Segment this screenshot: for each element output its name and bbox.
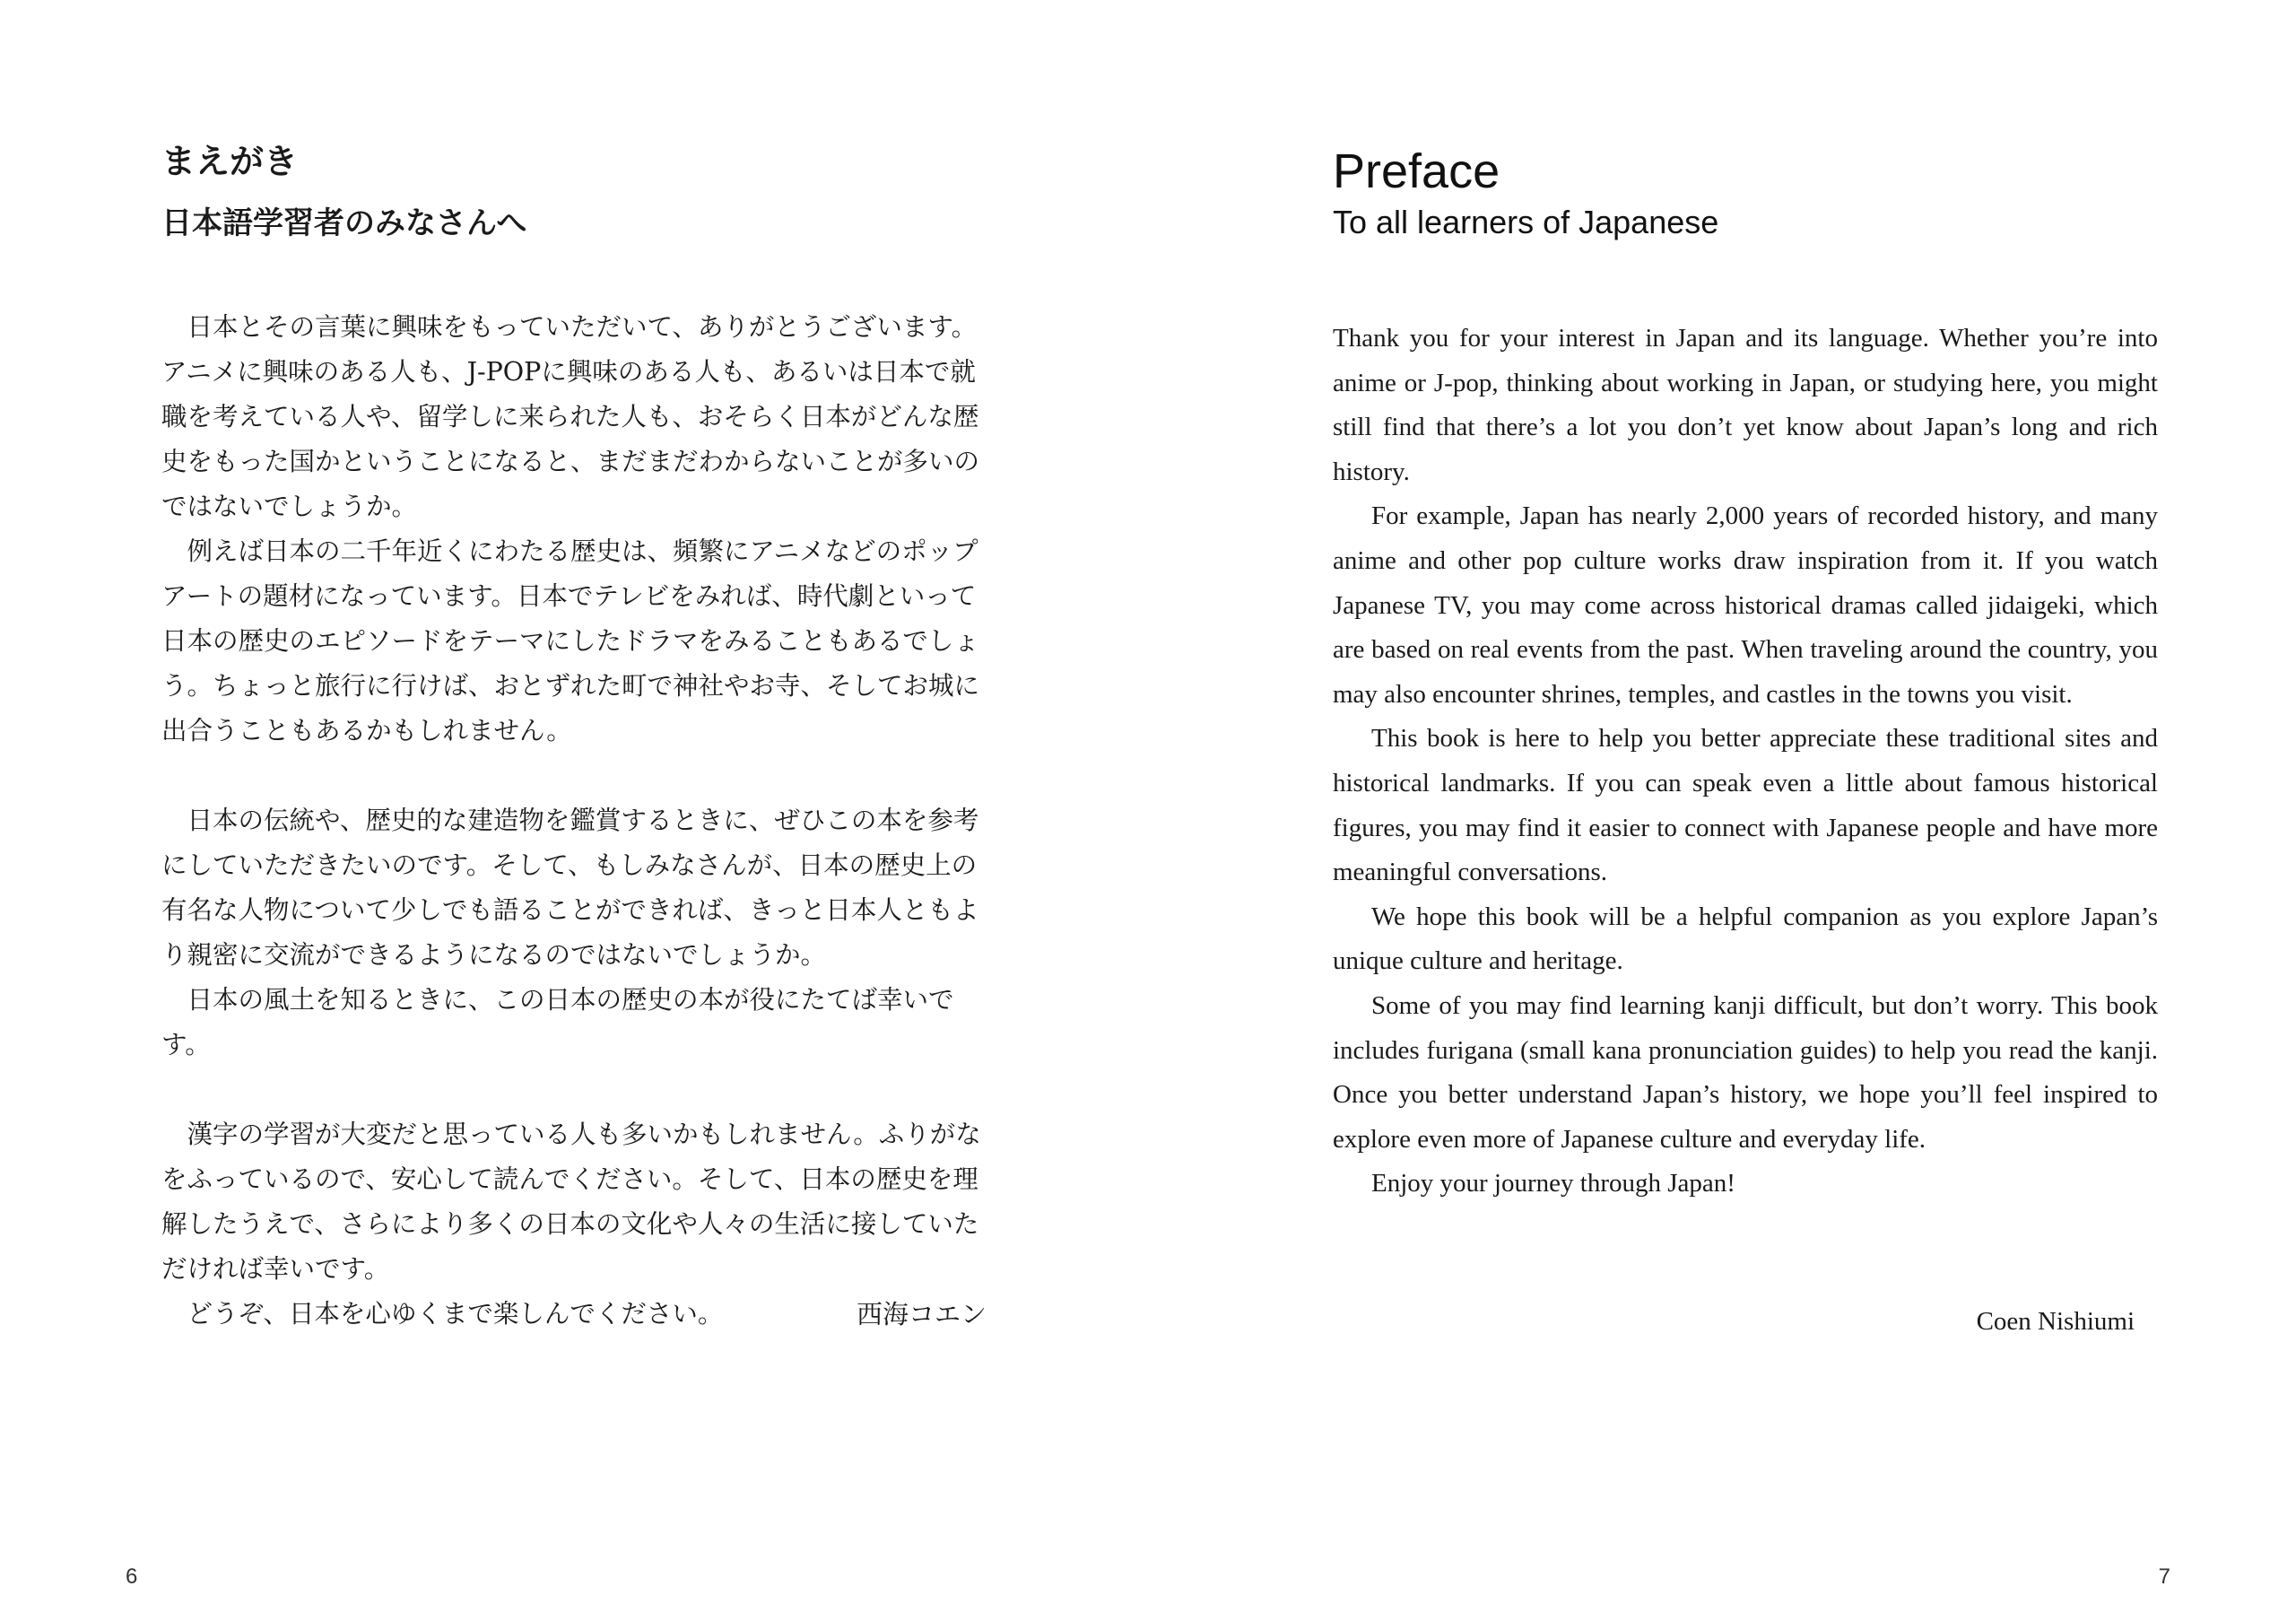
jp-paragraph-5: 漢字の学習が大変だと思っている人も多いかもしれません。ふりがなをふっているので、安心して読んでください。そして、日本の歴史を理解したうえで、さらにより多くの日本の文化や人々の生活に接していただければ幸いです。 xyxy=(161,1120,981,1284)
en-paragraph-6: Enjoy your journey through Japan! xyxy=(1371,1169,1735,1198)
page-number-right: 7 xyxy=(2158,1564,2170,1589)
en-paragraph-2: For example, Japan has nearly 2,000 years of recorded history, and many anime and other pop culture works draw inspiration from it. If you watch Japanese TV, you may come across historical dramas called jidaigeki, which are based on real events from the past. When traveling around the country, you may also encounter shrines, temples, and castles in the towns you visit. xyxy=(1333,501,2158,709)
en-paragraph-3: This book is here to help you better appreciate these traditional sites and historical landmarks. If you can speak even a little about famous historical figures, you may find it easier to connect with Japanese people and have more meaningful conversations. xyxy=(1333,724,2158,887)
jp-paragraph-4: 日本の風土を知るときに、この日本の歴史の本が役にたてば幸いです。 xyxy=(161,985,954,1059)
en-paragraph-5: Some of you may find learning kanji difficult, but don’t worry. This book includes furigana (small kana pronunciation guides) to help you read the kanji. Once you better understand Japan’s history, we hope you’ll feel inspired to explore even more of Japanese culture and everyday life. xyxy=(1333,990,2158,1154)
jp-subheading: 日本語学習者のみなさんへ xyxy=(161,205,527,241)
jp-paragraph-6: どうぞ、日本を心ゆくまで楽しんでください。 xyxy=(187,1299,724,1329)
en-heading: Preface xyxy=(1333,144,1500,198)
jp-paragraph-3: 日本の伝統や、歴史的な建造物を鑑賞するときに、ぜひこの本を参考にしていただきたいのです。そして、もしみなさんが、日本の歴史上の有名な人物について少しでも語ることができれば、きっと日本人ともより親密に交流ができるようになるのではないでしょうか。 xyxy=(161,806,979,970)
en-subheading: To all learners of Japanese xyxy=(1333,204,1719,240)
en-signature: Coen Nishiumi xyxy=(1976,1307,2135,1336)
page-number-left: 6 xyxy=(126,1564,138,1589)
jp-body xyxy=(161,305,987,1337)
en-paragraph-4: We hope this book will be a helpful companion as you explore Japan’s unique culture and heritage. xyxy=(1333,902,2158,976)
jp-paragraph-2: 例えば日本の二千年近くにわたる歴史は、頻繁にアニメなどのポップアートの題材になっています。日本でテレビをみれば、時代劇といって日本の歴史のエピソードをテーマにしたドラマをみることもあるでしょう。ちょっと旅行に行けば、おとずれた町で神社やお寺、そしてお城に出合うこともあるかもしれません。 xyxy=(161,536,980,745)
en-paragraph-1: Thank you for your interest in Japan and its language. Whether you’re into anime or J-pop, thinking about working in Japan, or studying here, you might still find that there’s a lot you don’t yet know about Japan’s long and rich history. xyxy=(1333,324,2158,486)
jp-heading: まえがき xyxy=(161,142,299,181)
jp-signature: 西海コエン xyxy=(856,1299,987,1329)
en-body xyxy=(1333,317,2158,1207)
right-page xyxy=(1148,0,2296,1621)
jp-paragraph-1: 日本とその言葉に興味をもっていただいて、ありがとうございます。アニメに興味のある人も、J-POPに興味のある人も、あるいは日本で就職を考えている人や、留学しに来られた人も、おそらく日本がどんな歴史をもった国かということになると、まだまだわからないことが多いのではないでしょうか。 xyxy=(161,312,980,521)
